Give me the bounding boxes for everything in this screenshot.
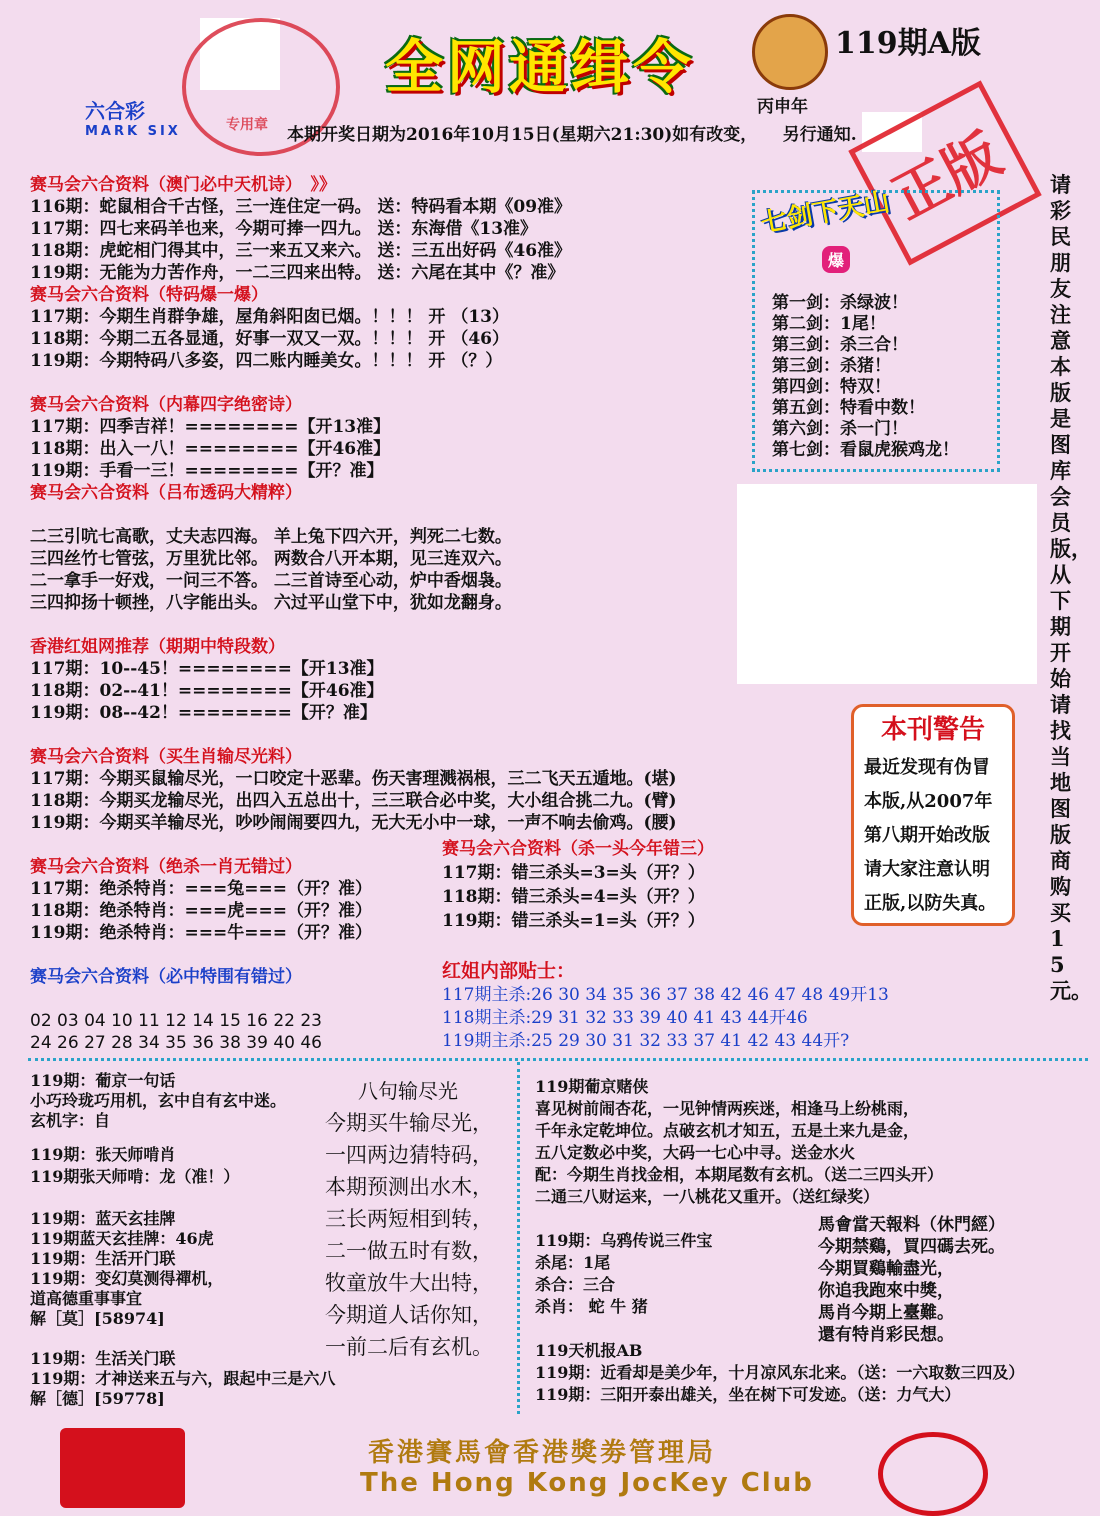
- tip-line: 117期主杀:26 30 34 35 36 37 38 42 46 47 48 49开13: [442, 985, 889, 1005]
- logo-cn: 六合彩: [85, 99, 145, 123]
- bottom-right-line: 杀肖： 蛇 牛 猪: [535, 1297, 648, 1316]
- sword-line: 第三剑：杀三合！: [772, 335, 908, 355]
- bottom-right-line: 喜见树前闹杏花，一见钟情两疾迷，相逢马上纷桃雨，: [535, 1099, 920, 1118]
- footer-en: The Hong Kong JocKey Club: [360, 1468, 814, 1498]
- bottom-left-line: 玄机字：自: [30, 1111, 111, 1130]
- sword-line: 第七剑：看鼠虎猴鸡龙！: [772, 440, 959, 460]
- bottom-left-line: 119期：葡京一句话: [30, 1071, 176, 1090]
- poem-line: 本期预测出水木，: [325, 1175, 493, 1199]
- poem-line: 一四两边猜特码，: [325, 1143, 493, 1167]
- section-line: 119期：今期特码八多姿，四二账内睡美女。！！！ 开 （？）: [30, 351, 503, 371]
- bottom-right-line: 119期：三阳开泰出雄关，坐在树下可发迹。（送：力气大）: [535, 1385, 961, 1404]
- bottom-left-line: 119期蓝天玄挂牌：46虎: [30, 1229, 214, 1248]
- warning-line: 正版,以防失真。: [864, 893, 997, 914]
- section-line: 三四抑扬十顿挫，八字能出头。 六过平山堂下中，犹如龙翻身。: [30, 593, 512, 613]
- horse-verse-line: 你追我跑來中獎，: [818, 1281, 954, 1301]
- bottom-left-line: 解［德］[59778]: [30, 1389, 165, 1408]
- mark-six-logo: [85, 95, 195, 150]
- seven-swords-title: 七剑下天山: [758, 186, 893, 240]
- section-line: 117期：今期生肖群争雄，屋角斜阳囱已烟。！！！ 开 （13）: [30, 307, 509, 327]
- section-line: 二三引吭七高歌，丈夫志四海。 羊上兔下四六开，判死二七数。: [30, 527, 512, 547]
- monkey-mascot-icon: [752, 14, 828, 90]
- horse-verse-line: 馬會當天報料（休門經）: [818, 1215, 1005, 1235]
- sword-line: 第五剑：特看中数！: [772, 398, 925, 418]
- poem-line: 今期道人话你知，: [325, 1303, 493, 1327]
- explosion-badge: 爆: [822, 246, 850, 273]
- hkjc-logo-left-icon: [60, 1428, 185, 1508]
- poem-title: 八句输尽光: [358, 1079, 458, 1103]
- section-title-kill-head: 赛马会六合资料（杀一头今年错三）: [442, 839, 714, 859]
- bottom-left-line: 119期张天师啃：龙（准！）: [30, 1167, 240, 1186]
- bottom-left-line: 119期：蓝天玄挂牌: [30, 1209, 176, 1228]
- warning-box: [851, 704, 1015, 926]
- section-title-hongjie: 香港红姐网推荐（期期中特段数）: [30, 637, 285, 657]
- section-line: 二一拿手一好戏，一问三不答。 二三首诗至心动，炉中香烟袅。: [30, 571, 512, 591]
- horse-verse-line: 今期禁鷄，買四碼去死。: [818, 1237, 1005, 1257]
- horse-verse-line: 今期買鷄輸盡光，: [818, 1259, 954, 1279]
- warning-line: 请大家注意认明: [864, 859, 990, 880]
- section-line: 三四丝竹七管弦，万里犹比邻。 两数合八开本期，见三连双六。: [30, 549, 512, 569]
- number-row: 02 03 04 10 11 12 14 15 16 22 23: [30, 1011, 322, 1031]
- section-line: 118期：出入一八！========【开46准】: [30, 439, 391, 459]
- genuine-stamp: 正版: [848, 80, 1041, 265]
- poem-line: 二一做五时有数，: [325, 1239, 493, 1263]
- section-line: 118期：02--41！========【开46准】: [30, 681, 384, 701]
- section-title-must-hit: 赛马会六合资料（必中特围有错过）: [30, 967, 302, 987]
- horse-verse-line: 還有特肖彩民想。: [818, 1325, 954, 1345]
- bottom-left-line: 道高德重事事宜: [30, 1289, 143, 1308]
- sword-line: 第三剑：杀猪！: [772, 356, 891, 376]
- bottom-right-line: 五八定数必中奖，大码一七心中寻。送金水火: [535, 1143, 856, 1162]
- bottom-left-line: 119期：才神送来五与六，跟起中三是六八: [30, 1369, 336, 1388]
- bottom-right-line: 配：今期生肖找金相，本期尾数有玄机。（送二三四头开）: [535, 1165, 944, 1184]
- poem-line: 今期买牛输尽光，: [325, 1111, 493, 1135]
- bottom-left-line: 小巧玲珑巧用机，玄中自有玄中迷。: [30, 1091, 287, 1110]
- section-title-secret-poem: 赛马会六合资料（内幕四字绝密诗）: [30, 395, 302, 415]
- section-title-tips: 红姐内部贴士：: [442, 960, 576, 982]
- blank-white-box: [737, 484, 1037, 684]
- warning-line: 本版,从2007年: [864, 791, 993, 812]
- bottom-left-line: 119期：变幻莫测得禪机，: [30, 1269, 224, 1288]
- sword-line: 第四剑：特双！: [772, 377, 891, 397]
- bottom-right-line: 119期：近看却是美少年，十月凉风东北来。（送：一六取数三四及）: [535, 1363, 1025, 1382]
- tip-line: 118期主杀:29 31 32 33 39 40 41 43 44开46: [442, 1008, 808, 1028]
- hkjc-logo-right-icon: [878, 1432, 988, 1516]
- warning-line: 最近发现有伪冒: [864, 757, 990, 778]
- bottom-right-line: 杀尾：1尾: [535, 1253, 611, 1272]
- bottom-right-line: 千年永定乾坤位。点破玄机才知五，五是土来九是金，: [535, 1121, 920, 1140]
- bottom-right-line: 119天机报AB: [535, 1341, 643, 1360]
- section-line: 119期：无能为力苦作舟，一二三四来出特。 送：六尾在其中《？准》: [30, 263, 565, 283]
- section-line: 118期：绝杀特肖：===虎===（开？准）: [30, 901, 372, 921]
- section-title-macau-poem: 赛马会六合资料（澳门必中天机诗） 》》: [30, 175, 336, 195]
- bottom-right-line: 杀合：三合: [535, 1275, 616, 1294]
- draw-notice: 本期开奖日期为2016年10月15日(星期六21:30)如有改变， 另行通知.: [287, 125, 857, 145]
- section-line: 117期：今期买鼠输尽光，一口咬定十恶辈。伤天害理溅祸根，三二飞天五遁地。(堪): [30, 769, 677, 789]
- section-line: 118期：今期买龙输尽光，出四入五总出十，三三联合必中奖，大小组合挑二九。(臂): [30, 791, 677, 811]
- section-line: 117期：四七来码羊也来，今期可捧一四九。 送：东海借《13准》: [30, 219, 538, 239]
- section-line: 116期：蛇鼠相合千古怪，三一连住定一码。 送：特码看本期《09准》: [30, 197, 572, 217]
- section-line: 119期：绝杀特肖：===牛===（开？准）: [30, 923, 372, 943]
- section-line: 117期：错三杀头=3=头（开？）: [442, 863, 705, 883]
- section-line: 118期：虎蛇相门得其中，三一来五又来六。 送：三五出好码《46准》: [30, 241, 572, 261]
- section-line: 118期：错三杀头=4=头（开？）: [442, 887, 705, 907]
- sword-line: 第一剑：杀绿波！: [772, 293, 908, 313]
- logo-en: MARK SIX: [85, 124, 181, 139]
- bottom-right-line: 二通三八财运来，一八桃花又重开。（送红绿奖）: [535, 1187, 880, 1206]
- tip-line: 119期主杀:25 29 30 31 32 33 37 41 42 43 44开?: [442, 1031, 850, 1051]
- footer-cn: 香港賽馬會香港獎劵管理局: [368, 1438, 717, 1468]
- poem-line: 三长两短相到转，: [325, 1207, 493, 1231]
- section-title-kill-zodiac: 赛马会六合资料（绝杀一肖无错过）: [30, 857, 302, 877]
- bottom-right-line: 119期葡京赌侠: [535, 1077, 649, 1096]
- section-line: 119期：手看一三！========【开？准】: [30, 461, 384, 481]
- section-title-lubu: 赛马会六合资料（吕布透码大精粹）: [30, 483, 302, 503]
- sword-line: 第二剑：1尾！: [772, 314, 886, 334]
- bottom-left-line: 119期：张天师啃肖: [30, 1145, 176, 1164]
- section-line: 117期：绝杀特肖：===兔===（开？准）: [30, 879, 372, 899]
- section-line: 119期：08--42！========【开？准】: [30, 703, 377, 723]
- warning-line: 第八期开始改版: [864, 825, 990, 846]
- bottom-divider: [28, 1058, 1088, 1061]
- bottom-left-line: 119期：生活开门联: [30, 1249, 176, 1268]
- section-title-special-code: 赛马会六合资料（特码爆一爆）: [30, 285, 268, 305]
- page-title: 全网通缉令: [384, 33, 695, 101]
- section-title-zodiac-lose: 赛马会六合资料（买生肖输尽光料）: [30, 747, 302, 767]
- bottom-vertical-divider: [517, 1062, 520, 1414]
- issue-number: 119期A版: [835, 26, 981, 61]
- year-label: 丙申年: [757, 97, 808, 117]
- section-line: 119期：错三杀头=1=头（开？）: [442, 911, 705, 931]
- section-line: 117期：四季吉祥！========【开13准】: [30, 417, 391, 437]
- bottom-right-line: 119期：乌鸦传说三件宝: [535, 1231, 713, 1250]
- sword-line: 第六剑：杀一门！: [772, 419, 908, 439]
- section-line: 117期：10--45！========【开13准】: [30, 659, 384, 679]
- poem-line: 一前二后有玄机。: [325, 1335, 493, 1359]
- stamp-text: 专用章: [226, 117, 268, 133]
- section-line: 118期：今期二五各显通，好事一双又一双。！！！ 开 （46）: [30, 329, 509, 349]
- section-line: 119期：今期买羊输尽光，吵吵闹闹要四九，无大无小中一球，一声不响去偷鸡。(腰): [30, 813, 677, 833]
- poem-line: 牧童放牛大出特，: [325, 1271, 493, 1295]
- vertical-notice: 请彩民朋友注意本版是图库会员版，从下期开始请找当地图版商购买15元。: [1050, 172, 1092, 1003]
- warning-title: 本刊警告: [880, 715, 985, 745]
- bottom-left-line: 解［莫］[58974]: [30, 1309, 165, 1328]
- bottom-left-line: 119期：生活关门联: [30, 1349, 176, 1368]
- number-row: 24 26 27 28 34 35 36 38 39 40 46: [30, 1033, 322, 1053]
- horse-verse-line: 馬肖今期上臺難。: [818, 1303, 954, 1323]
